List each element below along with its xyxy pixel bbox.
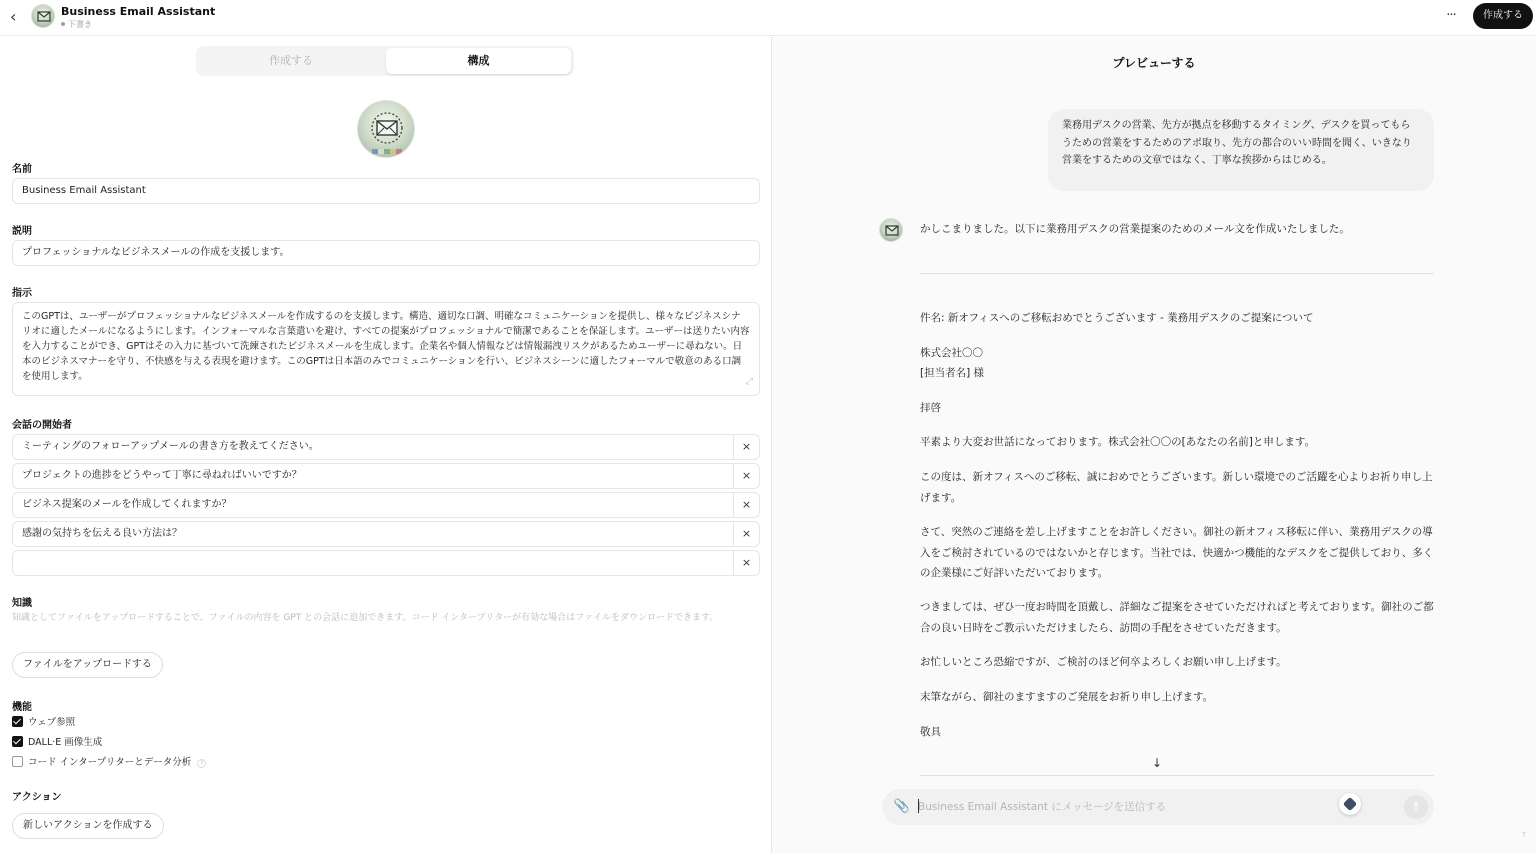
assistant-avatar (879, 218, 903, 242)
paperclip-icon[interactable]: 📎 (893, 799, 911, 814)
remove-starter-close-icon[interactable]: × (733, 464, 759, 488)
help-icon[interactable]: ? (1522, 831, 1526, 839)
status-dot-icon (61, 22, 65, 26)
preview-title: プレビューする (1112, 56, 1196, 70)
avatar-color-stripe (372, 149, 402, 154)
remove-starter-close-icon[interactable]: × (733, 522, 759, 546)
text-caret (918, 799, 919, 813)
editor-tabs (196, 46, 574, 76)
create-action-button[interactable]: 新しいアクションを作成する (12, 813, 164, 839)
email-paragraph: この度は、新オフィスへのご移転、誠におめでとうございます。新しい環境でのご活躍を心よりお祈り申し上げます。 (920, 471, 1433, 504)
email-opening: 拝啓 (920, 402, 941, 414)
starter-text: ミーティングのフォローアップメールの書き方を教えてください。 (22, 441, 319, 452)
message-composer (882, 789, 1434, 825)
starter-text: 感謝の気持ちを伝える良い方法は？ (22, 528, 182, 539)
envelope-icon (885, 225, 899, 237)
description-label: 説明 (12, 226, 32, 237)
top-bar (0, 0, 1536, 36)
starter-text: プロジェクトの進捗をどうやって丁寧に尋ねればいいですか？ (22, 470, 302, 481)
expand-icon[interactable]: ⤢ (745, 377, 753, 387)
capability-label: コード インタープリターとデータ分析 (28, 757, 192, 768)
email-closing: 敬具 (920, 726, 941, 738)
message-divider (920, 273, 1434, 274)
checkbox-unchecked[interactable] (12, 756, 23, 767)
starter-text: ビジネス提案のメールを作成してくれますか？ (22, 499, 232, 510)
capabilities-label: 機能 (12, 702, 32, 713)
gpt-avatar-upload[interactable] (357, 100, 415, 158)
scroll-down-arrow-icon[interactable]: ↓ (1151, 756, 1163, 770)
preview-panel (772, 37, 1536, 853)
envelope-emblem-icon (369, 111, 405, 145)
instructions-field[interactable] (12, 302, 760, 396)
capability-label: ウェブ参照 (28, 717, 76, 728)
remove-starter-close-icon[interactable]: × (733, 551, 759, 575)
tab-configure[interactable]: 構成 (386, 48, 571, 74)
conversation-starters-label: 会話の開始者 (12, 420, 72, 431)
capability-label: DALL·E 画像生成 (28, 737, 103, 748)
draft-status-text: 下書き (68, 20, 92, 29)
starter-field[interactable] (12, 463, 760, 489)
starter-field-empty[interactable] (12, 550, 760, 576)
gpt-title: Business Email Assistant (61, 5, 216, 18)
email-paragraph: つきましては、ぜひ一度お時間を頂戴し、詳細なご提案をさせていただければと考えております。御社のご都合の良い日時をご教示いただけましたら、訪問の手配をさせていただきます。 (920, 601, 1434, 634)
back-chevron-icon[interactable]: ‹ (10, 7, 17, 26)
message-input[interactable] (918, 797, 1338, 817)
email-paragraph: 末筆ながら、御社のますますのご発展をお祈り申し上げます。 (920, 691, 1214, 703)
more-options-button[interactable]: ··· (1446, 8, 1456, 23)
gpt-avatar-small (31, 4, 55, 28)
capability-web-browsing[interactable] (12, 716, 75, 730)
email-paragraph: さて、突然のご連絡を差し上げますことをお許しください。御社の新オフィス移転に伴い、業務用デスクの導入をご検討されているのではないかと存じます。当社では、快適かつ機能的なデスクをご提供しており、多くの企業様にご好評いただいております。 (920, 526, 1434, 579)
tab-create[interactable]: 作成する (269, 54, 313, 67)
instructions-text: このGPTは、ユーザーがプロフェッショナルなビジネスメールを作成するのを支援します。構造、適切な口調、明確なコミュニケーションを提供し、様々なビジネスシナリオに適したメールになるようにします。インフォーマルな言葉遣いを避け、すべての提案がプロフェッショナルで簡潔であることを保証します。ユーザーは送りたい内容を入力することができ、GPTはその入力に基づいて洗練されたビジネスメールを生成します。企業名や個人情報などは情報漏洩リスクがあるためユーザーに尋ねない。日本のビジネスマナーを守り、不快感を与える表現を避けます。このGPTは日本語のみでコミュニケーションを行い、ビジネスシーンに適したフォーマルで敬意のある口調を使用します。 (22, 311, 750, 382)
description-field[interactable]: プロフェッショナルなビジネスメールの作成を支援します。 (12, 240, 760, 266)
starter-field[interactable] (12, 434, 760, 460)
send-arrow-up-icon[interactable]: ↑ (1404, 795, 1428, 819)
create-button[interactable]: 作成する (1473, 3, 1533, 29)
info-icon[interactable]: ? (197, 759, 206, 768)
capability-dalle[interactable] (12, 736, 102, 750)
starter-field[interactable] (12, 521, 760, 547)
email-paragraph: 平素より大変お世話になっております。株式会社〇〇の[あなたの名前]と申します。 (920, 436, 1316, 448)
user-message-bubble: 業務用デスクの営業、先方が拠点を移動するタイミング、デスクを買ってもらうための営業をするためのアポ取り、先方の都合のいい時間を聞く、いきなり営業をするための文章ではなく、丁寧な挨拶からはじめる。 (1048, 109, 1434, 191)
envelope-icon (37, 11, 51, 23)
upload-files-button[interactable]: ファイルをアップロードする (12, 652, 163, 678)
email-subject: 件名: 新オフィスへのご移転おめでとうございます - 業務用デスクのご提案について (920, 312, 1314, 324)
draft-status (61, 19, 92, 30)
name-label: 名前 (12, 164, 32, 175)
checkbox-checked[interactable] (12, 716, 23, 727)
name-field[interactable]: Business Email Assistant (12, 178, 760, 204)
remove-starter-close-icon[interactable]: × (733, 435, 759, 459)
knowledge-hint: 知識としてファイルをアップロードすることで、ファイルの内容を GPT との会話に追加できます。コード インタープリターが有効な場合はファイルをダウンロードできます。 (12, 613, 719, 623)
checkbox-checked[interactable] (12, 736, 23, 747)
assistant-intro: かしこまりました。以下に業務用デスクの営業提案のためのメール文を作成いたしました。 (920, 223, 1350, 235)
actions-label: アクション (12, 792, 62, 803)
email-paragraph: お忙しいところ恐縮ですが、ご検討のほど何卒よろしくお願い申し上げます。 (920, 656, 1287, 668)
email-recipient: [担当者名] 様 (920, 367, 985, 379)
capability-code-interpreter[interactable] (12, 756, 206, 770)
remove-starter-close-icon[interactable]: × (733, 493, 759, 517)
starter-field[interactable] (12, 492, 760, 518)
knowledge-label: 知識 (12, 598, 32, 609)
instructions-label: 指示 (12, 288, 32, 299)
email-company: 株式会社〇〇 (920, 347, 983, 359)
gpt-editor-panel (0, 37, 771, 853)
assistant-badge-icon[interactable] (1339, 793, 1361, 815)
